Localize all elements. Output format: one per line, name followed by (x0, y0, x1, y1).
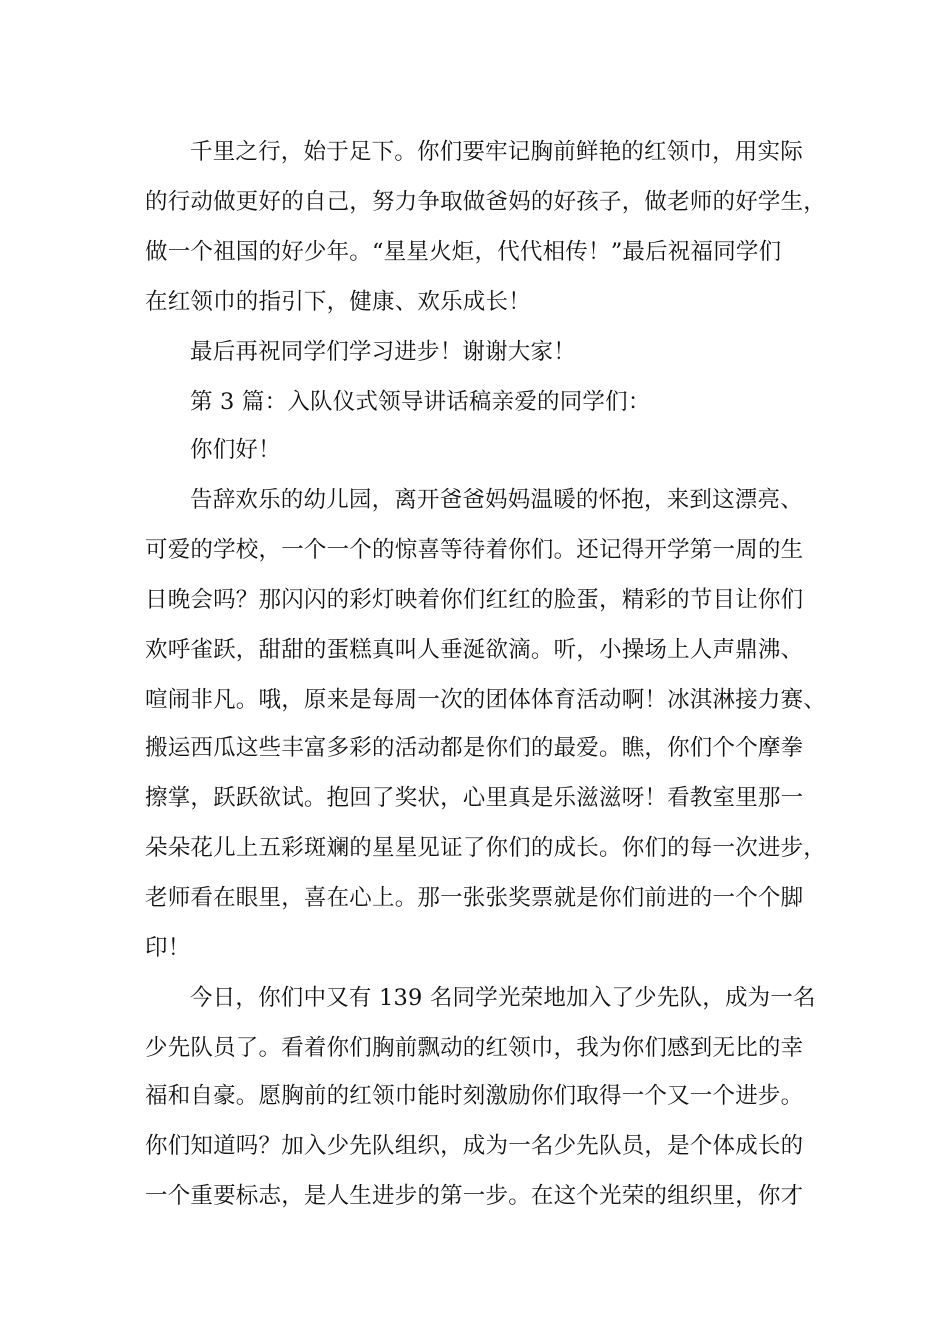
paragraph-line: 告辞欢乐的幼儿园，离开爸爸妈妈温暖的怀抱，来到这漂亮、 (190, 487, 803, 513)
paragraph-line: 今日，你们中又有 139 名同学光荣地加入了少先队，成为一名 (190, 985, 816, 1011)
paragraph-line: 做一个祖国的好少年。“星星火炬，代代相传！”最后祝福同学们 (145, 239, 782, 265)
paragraph-line: 擦掌，跃跃欲试。抱回了奖状，心里真是乐滋滋呀！看教室里那一 (145, 785, 804, 811)
paragraph-line: 少先队员了。看着你们胸前飘动的红领巾，我为你们感到无比的幸 (145, 1035, 804, 1061)
paragraph-line: 日晚会吗？那闪闪的彩灯映着你们红红的脸蛋，精彩的节目让你们 (145, 587, 804, 613)
paragraph-line: 欢呼雀跃，甜甜的蛋糕真叫人垂涎欲滴。听，小操场上人声鼎沸、 (145, 637, 804, 663)
greeting-line: 你们好！ (190, 437, 281, 463)
paragraph-line: 老师看在眼里，喜在心上。那一张张奖票就是你们前进的一个个脚 (145, 885, 804, 911)
section-heading: 第 3 篇：入队仪式领导讲话稿亲爱的同学们： (190, 389, 651, 415)
paragraph-line: 一个重要标志，是人生进步的第一步。在这个光荣的组织里，你才 (145, 1183, 804, 1209)
paragraph-line: 在红领巾的指引下，健康、欢乐成长！ (145, 289, 531, 315)
paragraph-line: 福和自豪。愿胸前的红领巾能时刻激励你们取得一个又一个进步。 (145, 1083, 804, 1109)
paragraph-line: 千里之行，始于足下。你们要牢记胸前鲜艳的红领巾，用实际 (190, 139, 803, 165)
paragraph-line: 朵朵花儿上五彩斑斓的星星见证了你们的成长。你们的每一次进步， (145, 835, 827, 861)
paragraph-line: 搬运西瓜这些丰富多彩的活动都是你们的最爱。瞧，你们个个摩拳 (145, 735, 804, 761)
paragraph-line: 印！ (145, 935, 191, 961)
paragraph-line: 最后再祝同学们学习进步！谢谢大家！ (190, 339, 576, 365)
paragraph-line: 你们知道吗？加入少先队组织，成为一名少先队员，是个体成长的 (145, 1133, 804, 1159)
paragraph-line: 喧闹非凡。哦，原来是每周一次的团体体育活动啊！冰淇淋接力赛、 (145, 687, 827, 713)
paragraph-line: 可爱的学校，一个一个的惊喜等待着你们。还记得开学第一周的生 (145, 537, 804, 563)
paragraph-line: 的行动做更好的自己，努力争取做爸妈的好孩子，做老师的好学生， (145, 189, 827, 215)
